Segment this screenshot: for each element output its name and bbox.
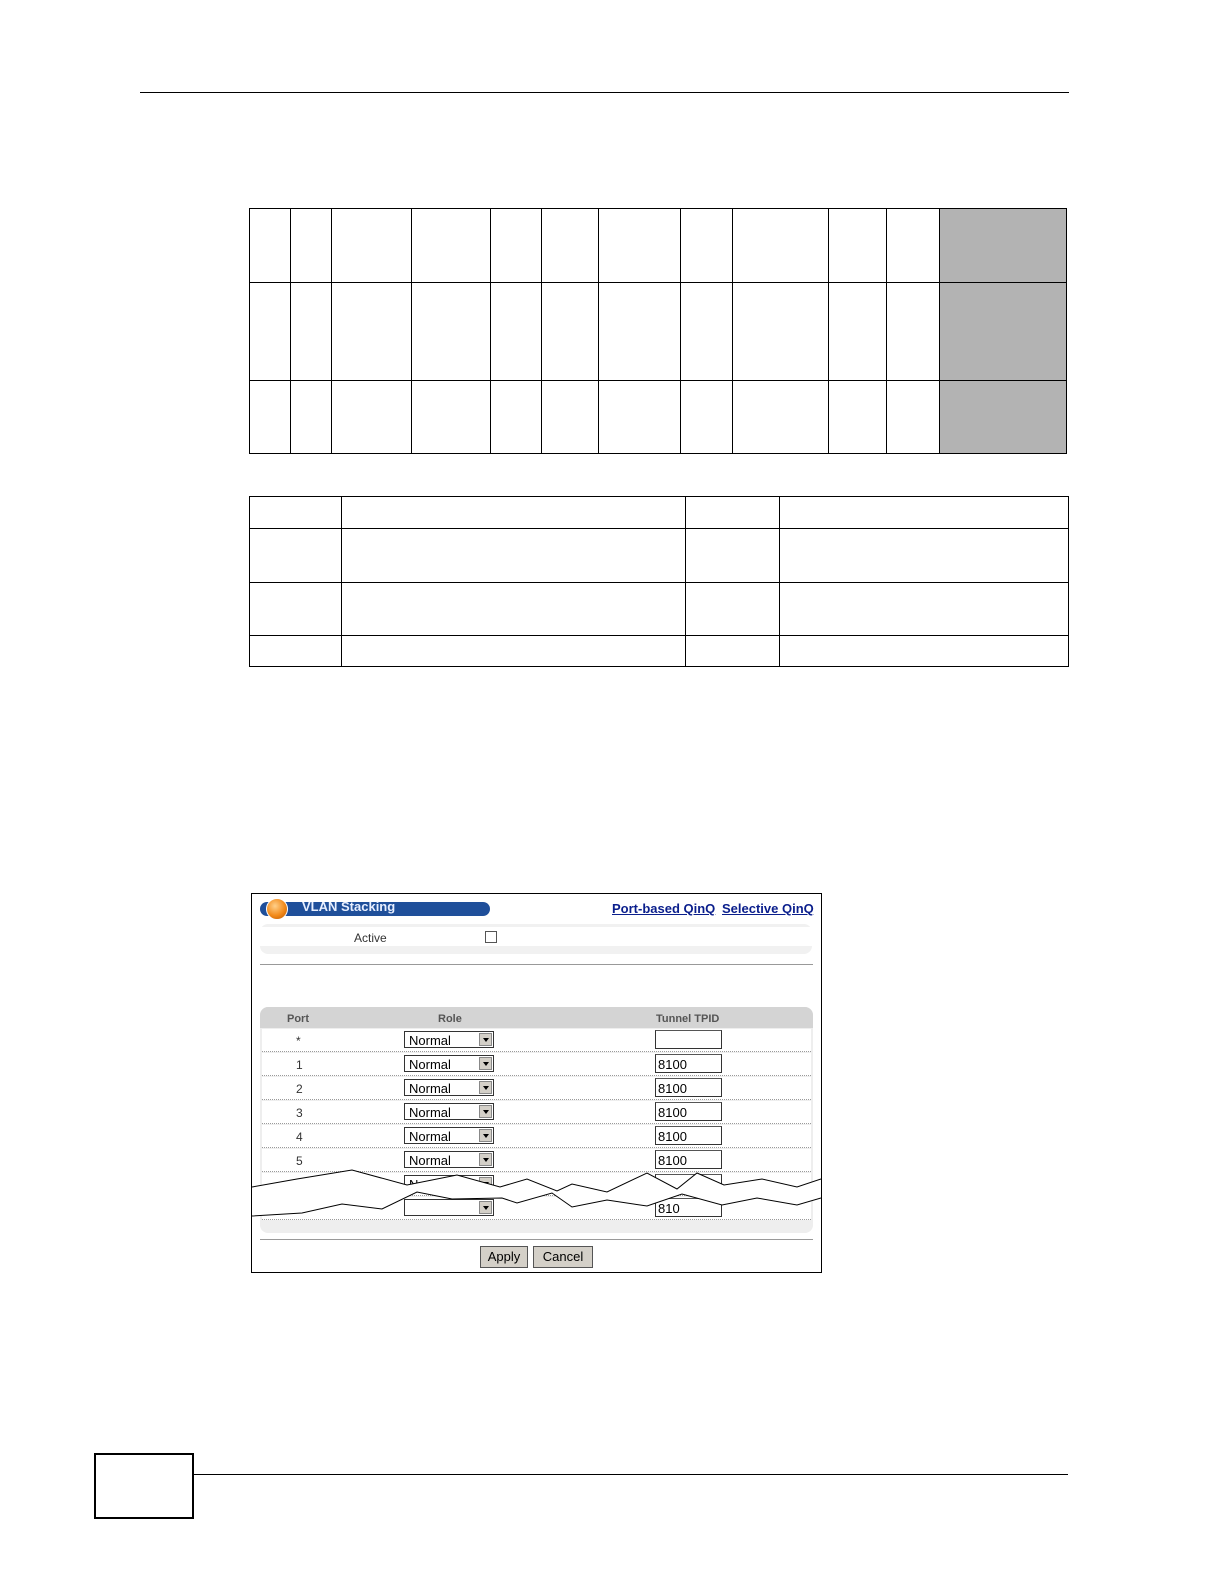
table-row [250, 381, 1067, 454]
port-cell: 2 [296, 1082, 303, 1096]
page-number-box [94, 1453, 194, 1519]
port-cell: 4 [296, 1130, 303, 1144]
active-label: Active [354, 931, 387, 945]
torn-edge-graphic [252, 894, 821, 1272]
port-cell: 5 [296, 1154, 303, 1168]
page-title: VLAN Stacking [302, 899, 396, 914]
footer-rule [192, 1474, 1068, 1475]
link-port-based-qinq[interactable]: Port-based QinQ [612, 901, 716, 916]
tpid-value: 8100 [658, 1153, 687, 1168]
port-cell: * [296, 1034, 301, 1048]
table-row [250, 583, 1069, 636]
port-cell: 1 [296, 1058, 303, 1072]
table-row [250, 209, 1067, 283]
col-role: Role [438, 1013, 462, 1025]
port-cell: 3 [296, 1106, 303, 1120]
header-rule [140, 92, 1069, 93]
role-value: Normal [409, 1057, 451, 1072]
role-value: Normal [409, 1129, 451, 1144]
table-row [250, 636, 1069, 667]
tpid-value: 8100 [658, 1105, 687, 1120]
tpid-value: 810 [658, 1201, 680, 1216]
tpid-value: 8100 [658, 1129, 687, 1144]
table-row [250, 529, 1069, 583]
table-row [250, 283, 1067, 381]
role-value: Normal [409, 1153, 451, 1168]
role-value: Normal [409, 1033, 451, 1048]
vlan-stacking-screen [251, 893, 822, 1273]
tear-gap [252, 1170, 821, 1216]
table-bottom [249, 496, 1069, 667]
col-port: Port [287, 1013, 309, 1025]
col-tunnel-tpid: Tunnel TPID [656, 1013, 720, 1025]
tpid-value: 8100 [658, 1057, 687, 1072]
link-selective-qinq[interactable]: Selective QinQ [722, 901, 814, 916]
role-value: Normal [409, 1081, 451, 1096]
role-value: Normal [409, 1105, 451, 1120]
cancel-button[interactable]: Cancel [533, 1246, 593, 1268]
tpid-value: 8100 [658, 1081, 687, 1096]
apply-button[interactable]: Apply [480, 1246, 528, 1268]
table-row [250, 497, 1069, 529]
divider [260, 1239, 813, 1240]
table-top [249, 208, 1067, 454]
